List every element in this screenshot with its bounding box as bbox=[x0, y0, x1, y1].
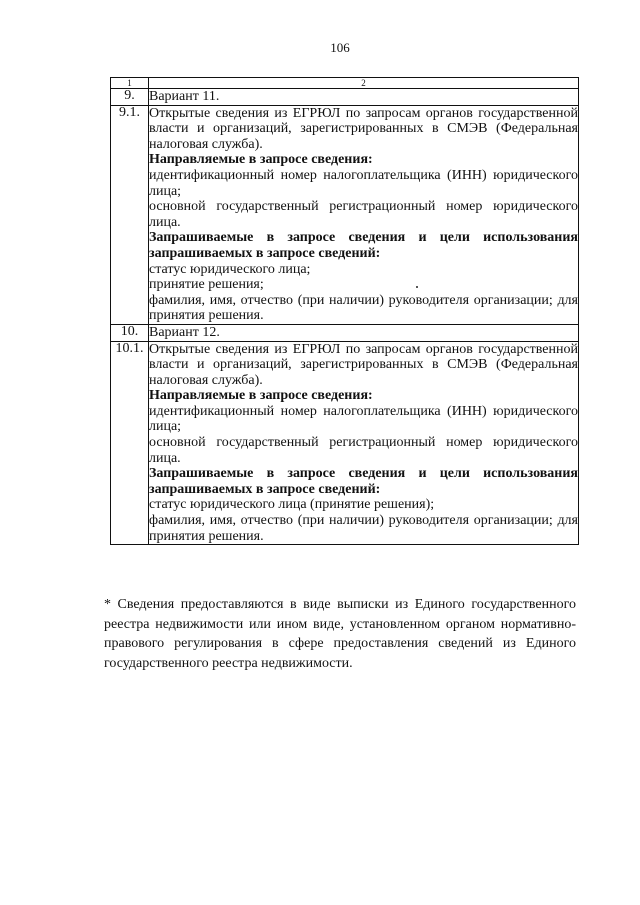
table-row bbox=[111, 341, 579, 545]
requested-info-heading: Запрашиваемые в запросе сведения и цели использования запрашиваемых в запросе сведений: bbox=[149, 466, 578, 497]
row-number: 9. bbox=[111, 89, 149, 106]
row-number: 9.1. bbox=[111, 105, 149, 324]
table-row bbox=[111, 105, 579, 324]
requested-info-item: фамилия, имя, отчество (при наличии) руководителя организации; для принятия решения. bbox=[149, 292, 578, 324]
sent-info-item: идентификационный номер налогоплательщика (ИНН) юридического лица; bbox=[149, 403, 578, 435]
table-row bbox=[111, 89, 579, 106]
page-number: 106 bbox=[330, 40, 350, 55]
table-header-row bbox=[111, 78, 579, 89]
sent-info-heading: Направляемые в запросе сведения: bbox=[149, 152, 373, 168]
requested-info-item: принятие решения; bbox=[149, 277, 264, 293]
requested-info-item: статус юридического лица; bbox=[149, 261, 311, 277]
row-content bbox=[149, 89, 579, 106]
variant-title: Вариант 12. bbox=[149, 324, 220, 340]
data-table bbox=[110, 77, 579, 545]
source-description: Открытые сведения из ЕГРЮЛ по запросам органов государственной власти и организаций, зарегистрированных в СМЭВ (Федеральная налоговая служба). bbox=[149, 105, 578, 152]
sent-info-heading: Направляемые в запросе сведения: bbox=[149, 388, 373, 404]
table-row bbox=[111, 324, 579, 341]
row-number: 10.1. bbox=[111, 341, 149, 545]
row-number: 10. bbox=[111, 324, 149, 341]
sent-info-item: идентификационный номер налогоплательщика (ИНН) юридического лица; bbox=[149, 167, 578, 199]
requested-info-item: фамилия, имя, отчество (при наличии) руководителя организации; для принятия решения. bbox=[149, 513, 578, 544]
requested-info-item: статус юридического лица (принятие решения); bbox=[149, 497, 435, 513]
sent-info-item: основной государственный регистрационный номер юридического лица. bbox=[149, 435, 578, 466]
scan-speck bbox=[416, 286, 418, 288]
requested-info-heading: Запрашиваемые в запросе сведения и цели использования запрашиваемых в запросе сведений: bbox=[149, 230, 578, 261]
column-header-number: 1 bbox=[111, 78, 149, 89]
row-content bbox=[149, 105, 579, 324]
sent-info-item: основной государственный регистрационный номер юридического лица. bbox=[149, 199, 578, 230]
source-description: Открытые сведения из ЕГРЮЛ по запросам органов государственной власти и организаций, зарегистрированных в СМЭВ (Федеральная налоговая служба). bbox=[149, 341, 578, 388]
row-content bbox=[149, 341, 579, 545]
row-content bbox=[149, 324, 579, 341]
variant-title: Вариант 11. bbox=[149, 89, 220, 104]
column-header-content: 2 bbox=[149, 78, 579, 89]
footnote: * Сведения предоставляются в виде выписки из Единого государственного реестра недвижимости или ином виде, установленном органом нормативно-правового регулирования в сфере предоставления сведений из Единого государственного реестра недвижимости. bbox=[104, 597, 576, 671]
